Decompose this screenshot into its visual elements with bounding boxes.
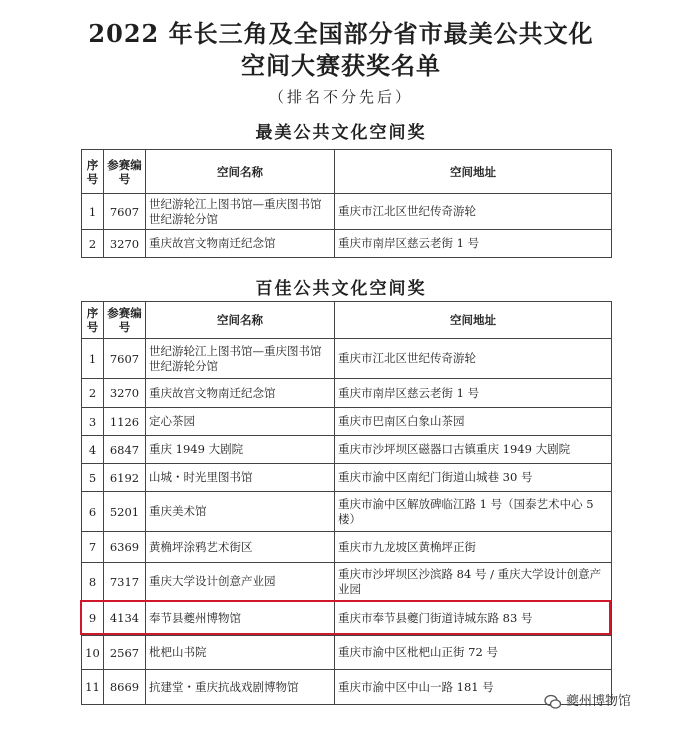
cell-addr: 重庆市九龙坡区黄桷坪正街 bbox=[335, 532, 612, 563]
cell-seq: 4 bbox=[82, 436, 104, 464]
header-name: 空间名称 bbox=[146, 302, 335, 339]
cell-seq: 1 bbox=[82, 339, 104, 379]
header-seq: 序号 bbox=[82, 302, 104, 339]
cell-name: 世纪游轮江上图书馆—重庆图书馆世纪游轮分馆 bbox=[146, 194, 335, 230]
cell-name: 山城・时光里图书馆 bbox=[146, 464, 335, 492]
header-code: 参赛编号 bbox=[104, 302, 146, 339]
cell-seq: 3 bbox=[82, 408, 104, 436]
cell-addr: 重庆市渝中区解放碑临江路 1 号（国泰艺术中心 5 楼） bbox=[335, 492, 612, 532]
cell-addr: 重庆市江北区世纪传奇游轮 bbox=[335, 194, 612, 230]
cell-seq: 2 bbox=[82, 379, 104, 408]
table-row bbox=[82, 492, 612, 532]
section-title-top100: 百佳公共文化空间奖 bbox=[255, 279, 427, 299]
cell-name: 奉节县夔州博物馆 bbox=[146, 601, 335, 636]
table-row bbox=[82, 408, 612, 436]
document-title-line1: 2022 年长三角及全国部分省市最美公共文化 bbox=[88, 19, 594, 48]
cell-name: 重庆 1949 大剧院 bbox=[146, 436, 335, 464]
header-seq: 序号 bbox=[82, 150, 104, 194]
header-addr: 空间地址 bbox=[335, 302, 612, 339]
cell-code: 7607 bbox=[104, 194, 146, 230]
cell-addr: 重庆市沙坪坝区磁器口古镇重庆 1949 大剧院 bbox=[335, 436, 612, 464]
table-row bbox=[82, 379, 612, 408]
header-addr: 空间地址 bbox=[335, 150, 612, 194]
cell-addr: 重庆市江北区世纪传奇游轮 bbox=[335, 339, 612, 379]
table-header-row bbox=[82, 150, 612, 194]
award-table-top100 bbox=[81, 301, 612, 705]
cell-name: 重庆大学设计创意产业园 bbox=[146, 563, 335, 601]
table-row bbox=[82, 230, 612, 258]
ranking-note: （排名不分先后） bbox=[268, 88, 413, 106]
table-row bbox=[82, 563, 612, 601]
cell-code: 1126 bbox=[104, 408, 146, 436]
cell-name: 重庆故宫文物南迁纪念馆 bbox=[146, 379, 335, 408]
cell-seq: 11 bbox=[82, 670, 104, 705]
cell-code: 8669 bbox=[104, 670, 146, 705]
table-row bbox=[82, 532, 612, 563]
cell-code: 2567 bbox=[104, 636, 146, 670]
cell-addr: 重庆市巴南区白象山茶园 bbox=[335, 408, 612, 436]
cell-addr: 重庆市南岸区慈云老街 1 号 bbox=[335, 379, 612, 408]
table-header-row bbox=[82, 302, 612, 339]
section-title-best: 最美公共文化空间奖 bbox=[255, 123, 427, 143]
cell-code: 7607 bbox=[104, 339, 146, 379]
cell-addr: 重庆市奉节县夔门街道诗城东路 83 号 bbox=[335, 601, 612, 636]
watermark bbox=[544, 690, 631, 711]
cell-addr: 重庆市南岸区慈云老街 1 号 bbox=[335, 230, 612, 258]
cell-name: 定心茶园 bbox=[146, 408, 335, 436]
cell-seq: 6 bbox=[82, 492, 104, 532]
cell-name: 黄桷坪涂鸦艺术街区 bbox=[146, 532, 335, 563]
cell-name: 世纪游轮江上图书馆—重庆图书馆世纪游轮分馆 bbox=[146, 339, 335, 379]
cell-code: 6847 bbox=[104, 436, 146, 464]
cell-code: 3270 bbox=[104, 230, 146, 258]
cell-seq: 1 bbox=[82, 194, 104, 230]
cell-name: 重庆美术馆 bbox=[146, 492, 335, 532]
cell-seq: 7 bbox=[82, 532, 104, 563]
table-row bbox=[82, 194, 612, 230]
cell-code: 7317 bbox=[104, 563, 146, 601]
wechat-icon bbox=[544, 693, 562, 711]
cell-seq: 8 bbox=[82, 563, 104, 601]
cell-seq: 5 bbox=[82, 464, 104, 492]
header-code: 参赛编号 bbox=[104, 150, 146, 194]
table-row bbox=[82, 339, 612, 379]
cell-code: 4134 bbox=[104, 601, 146, 636]
cell-seq: 2 bbox=[82, 230, 104, 258]
table-row bbox=[82, 464, 612, 492]
highlight-box bbox=[80, 600, 611, 635]
cell-name: 枇杷山书院 bbox=[146, 636, 335, 670]
cell-addr: 重庆市渝中区枇杷山正街 72 号 bbox=[335, 636, 612, 670]
cell-code: 3270 bbox=[104, 379, 146, 408]
cell-seq: 10 bbox=[82, 636, 104, 670]
cell-addr: 重庆市沙坪坝区沙滨路 84 号 / 重庆大学设计创意产业园 bbox=[335, 563, 612, 601]
cell-addr: 重庆市渝中区中山一路 181 号 bbox=[335, 670, 612, 705]
cell-seq: 9 bbox=[82, 601, 104, 636]
award-table-best bbox=[81, 149, 612, 258]
document-title-line2: 空间大赛获奖名单 bbox=[241, 51, 441, 80]
cell-code: 6192 bbox=[104, 464, 146, 492]
table-row bbox=[82, 636, 612, 670]
cell-name: 抗建堂・重庆抗战戏剧博物馆 bbox=[146, 670, 335, 705]
cell-code: 6369 bbox=[104, 532, 146, 563]
cell-name: 重庆故宫文物南迁纪念馆 bbox=[146, 230, 335, 258]
watermark-text: 夔州博物馆 bbox=[566, 694, 632, 709]
cell-code: 5201 bbox=[104, 492, 146, 532]
table-row bbox=[82, 670, 612, 705]
header-name: 空间名称 bbox=[146, 150, 335, 194]
table-row bbox=[82, 436, 612, 464]
cell-addr: 重庆市渝中区南纪门街道山城巷 30 号 bbox=[335, 464, 612, 492]
